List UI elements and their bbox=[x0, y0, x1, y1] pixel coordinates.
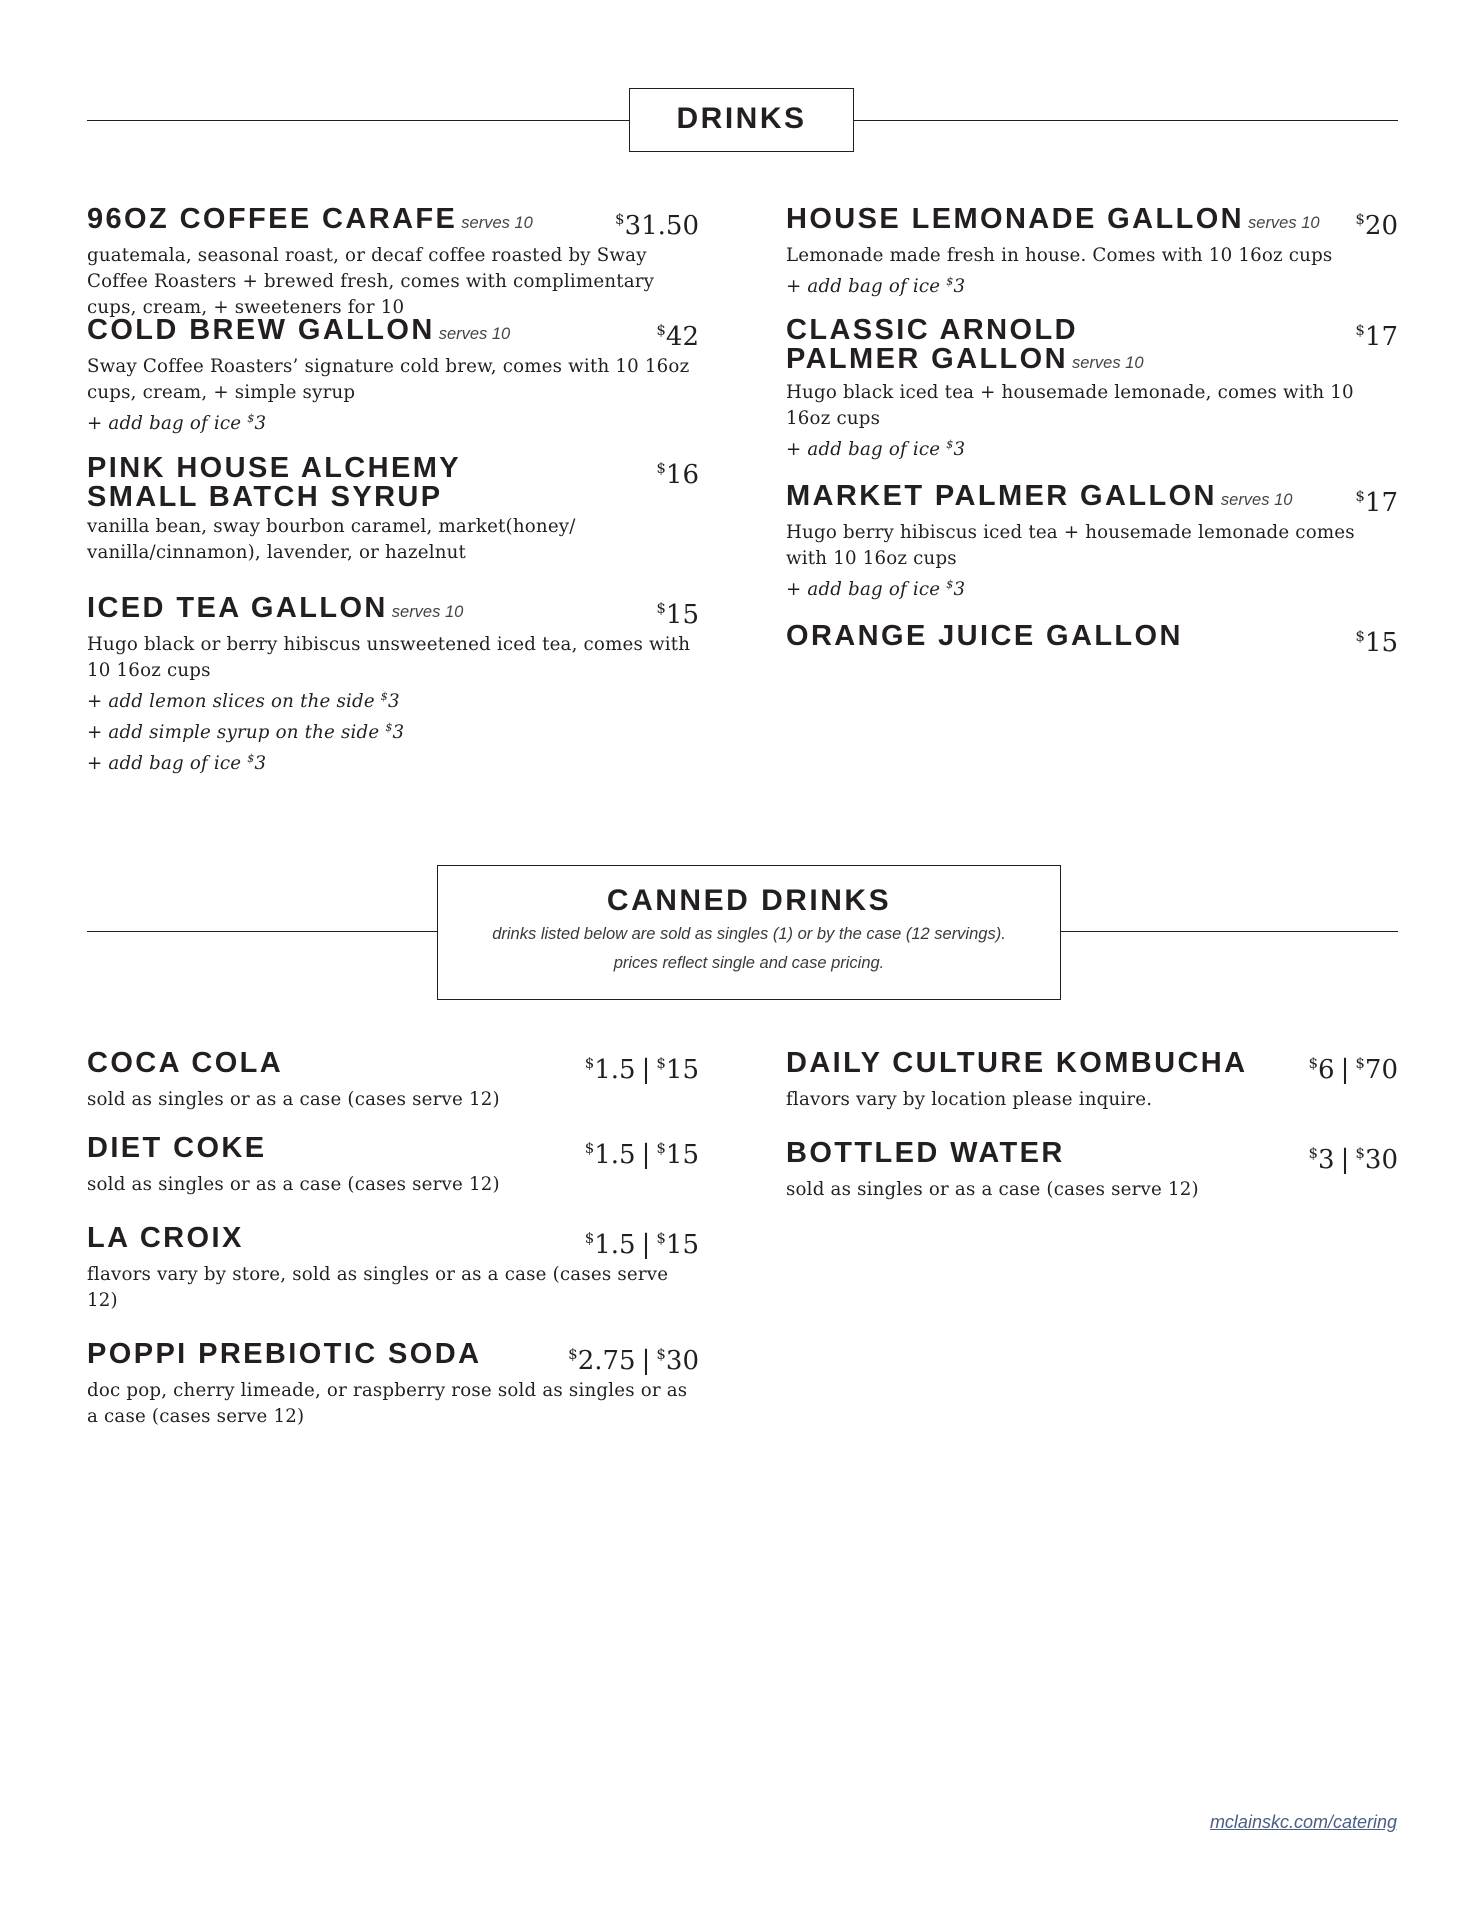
item-description: doc pop, cherry limeade, or raspberry rose sold as singles or as a case (cases serve 12) bbox=[87, 1380, 688, 1427]
section-title: CANNED DRINKS bbox=[606, 884, 892, 917]
canned-left-column bbox=[87, 1049, 699, 1430]
item-price: $1.5 | $15 bbox=[584, 1139, 699, 1170]
item-addon: + add bag of ice $3 bbox=[786, 438, 966, 460]
item-price: $17 bbox=[1355, 487, 1398, 518]
menu-item bbox=[87, 205, 699, 316]
drinks-left-column bbox=[87, 205, 699, 777]
item-description: Hugo berry hibiscus iced tea + housemade lemonade comes with 10 16oz cups bbox=[786, 522, 1355, 569]
menu-item bbox=[87, 316, 699, 454]
menu-item bbox=[786, 316, 1398, 482]
item-description: flavors vary by location please inquire. bbox=[786, 1089, 1153, 1110]
item-name: ORANGE JUICE GALLON bbox=[786, 620, 1183, 652]
item-price: $2.75 | $30 bbox=[568, 1345, 699, 1376]
item-price: $16 bbox=[656, 459, 699, 490]
item-name: LA CROIX bbox=[87, 1222, 244, 1254]
drinks-right-column bbox=[786, 205, 1398, 658]
item-serves: serves 10 bbox=[391, 603, 464, 621]
item-description: sold as singles or as a case (cases serve 12) bbox=[786, 1179, 1199, 1200]
section-title: DRINKS bbox=[676, 102, 807, 135]
canned-title-box bbox=[437, 865, 1061, 1000]
item-price: $17 bbox=[1355, 321, 1398, 352]
item-price: $20 bbox=[1355, 210, 1398, 241]
menu-item bbox=[87, 1224, 699, 1340]
item-name: PINK HOUSE ALCHEMY bbox=[87, 452, 462, 484]
menu-item bbox=[786, 1139, 1398, 1203]
item-price: $15 bbox=[1355, 627, 1398, 658]
menu-item bbox=[87, 1049, 699, 1134]
item-price: $42 bbox=[656, 321, 699, 352]
menu-item bbox=[786, 1049, 1398, 1139]
item-name: DIET COKE bbox=[87, 1132, 267, 1164]
catering-link[interactable]: mclainskc.com/catering bbox=[1209, 1812, 1397, 1832]
item-name: DAILY CULTURE KOMBUCHA bbox=[786, 1047, 1248, 1079]
item-addon: + add bag of ice $3 bbox=[786, 275, 966, 297]
item-serves: serves 10 bbox=[461, 214, 533, 232]
item-description: Lemonade made fresh in house. Comes with 10 16oz cups bbox=[786, 245, 1333, 266]
item-description: Hugo black iced tea + housemade lemonade, comes with 10 16oz cups bbox=[786, 382, 1354, 429]
item-description: flavors vary by store, sold as singles or as a case (cases serve 12) bbox=[87, 1264, 669, 1311]
item-price: $1.5 | $15 bbox=[584, 1229, 699, 1260]
item-name: CLASSIC ARNOLD bbox=[786, 314, 1078, 346]
menu-item bbox=[87, 594, 699, 777]
section-note: drinks listed below are sold as singles (1) or by the case (12 servings). bbox=[492, 925, 1006, 943]
item-name: ICED TEA GALLON bbox=[87, 592, 388, 624]
item-description: sold as singles or as a case (cases serve 12) bbox=[87, 1089, 500, 1110]
item-name: POPPI PREBIOTIC SODA bbox=[87, 1338, 482, 1370]
item-name: 96OZ COFFEE CARAFE bbox=[87, 203, 458, 235]
menu-item bbox=[87, 454, 699, 594]
section-note: prices reflect single and case pricing. bbox=[613, 954, 885, 972]
canned-header bbox=[87, 865, 1398, 1000]
item-price: $3 | $30 bbox=[1308, 1144, 1398, 1175]
menu-item bbox=[786, 622, 1398, 658]
item-addon: + add bag of ice $3 bbox=[87, 752, 267, 774]
item-description: vanilla bean, sway bourbon caramel, market(honey/ vanilla/cinnamon), lavender, or hazelnut bbox=[87, 516, 576, 563]
item-description: Sway Coffee Roasters’ signature cold brew, comes with 10 16oz cups, cream, + simple syrup bbox=[87, 356, 690, 403]
canned-right-column bbox=[786, 1049, 1398, 1203]
item-addon: + add lemon slices on the side $3 bbox=[87, 690, 400, 712]
menu-item bbox=[87, 1134, 699, 1224]
menu-item bbox=[786, 205, 1398, 316]
item-serves: serves 10 bbox=[438, 325, 511, 343]
item-description: Hugo black or berry hibiscus unsweetened iced tea, comes with 10 16oz cups bbox=[87, 634, 691, 681]
item-price: $15 bbox=[656, 599, 699, 630]
item-serves: serves 10 bbox=[1248, 214, 1320, 232]
item-price: $6 | $70 bbox=[1308, 1054, 1398, 1085]
item-name: COCA COLA bbox=[87, 1047, 284, 1079]
item-description: sold as singles or as a case (cases serve 12) bbox=[87, 1174, 500, 1195]
menu-item bbox=[87, 1340, 699, 1430]
item-name: HOUSE LEMONADE GALLON bbox=[786, 203, 1245, 235]
menu-item bbox=[786, 482, 1398, 622]
item-price: $31.50 bbox=[615, 210, 699, 241]
item-name-line2: PALMER GALLON bbox=[786, 343, 1068, 375]
item-name: COLD BREW GALLON bbox=[87, 314, 435, 346]
item-serves: serves 10 bbox=[1071, 354, 1144, 372]
item-addon: + add bag of ice $3 bbox=[786, 578, 966, 600]
drinks-title-box bbox=[629, 88, 854, 152]
item-price: $1.5 | $15 bbox=[584, 1054, 699, 1085]
item-name-line2: SMALL BATCH SYRUP bbox=[87, 481, 443, 513]
item-serves: serves 10 bbox=[1220, 491, 1293, 509]
item-name: BOTTLED WATER bbox=[786, 1137, 1065, 1169]
item-description: guatemala, seasonal roast, or decaf coffee roasted by Sway Coffee Roasters + brewed fresh, comes with complimentary cups, cream, + sweeteners for 10 bbox=[87, 245, 655, 318]
item-addon: + add bag of ice $3 bbox=[87, 412, 267, 434]
drinks-header bbox=[87, 88, 1398, 152]
item-name: MARKET PALMER GALLON bbox=[786, 480, 1217, 512]
item-addon: + add simple syrup on the side $3 bbox=[87, 721, 405, 743]
